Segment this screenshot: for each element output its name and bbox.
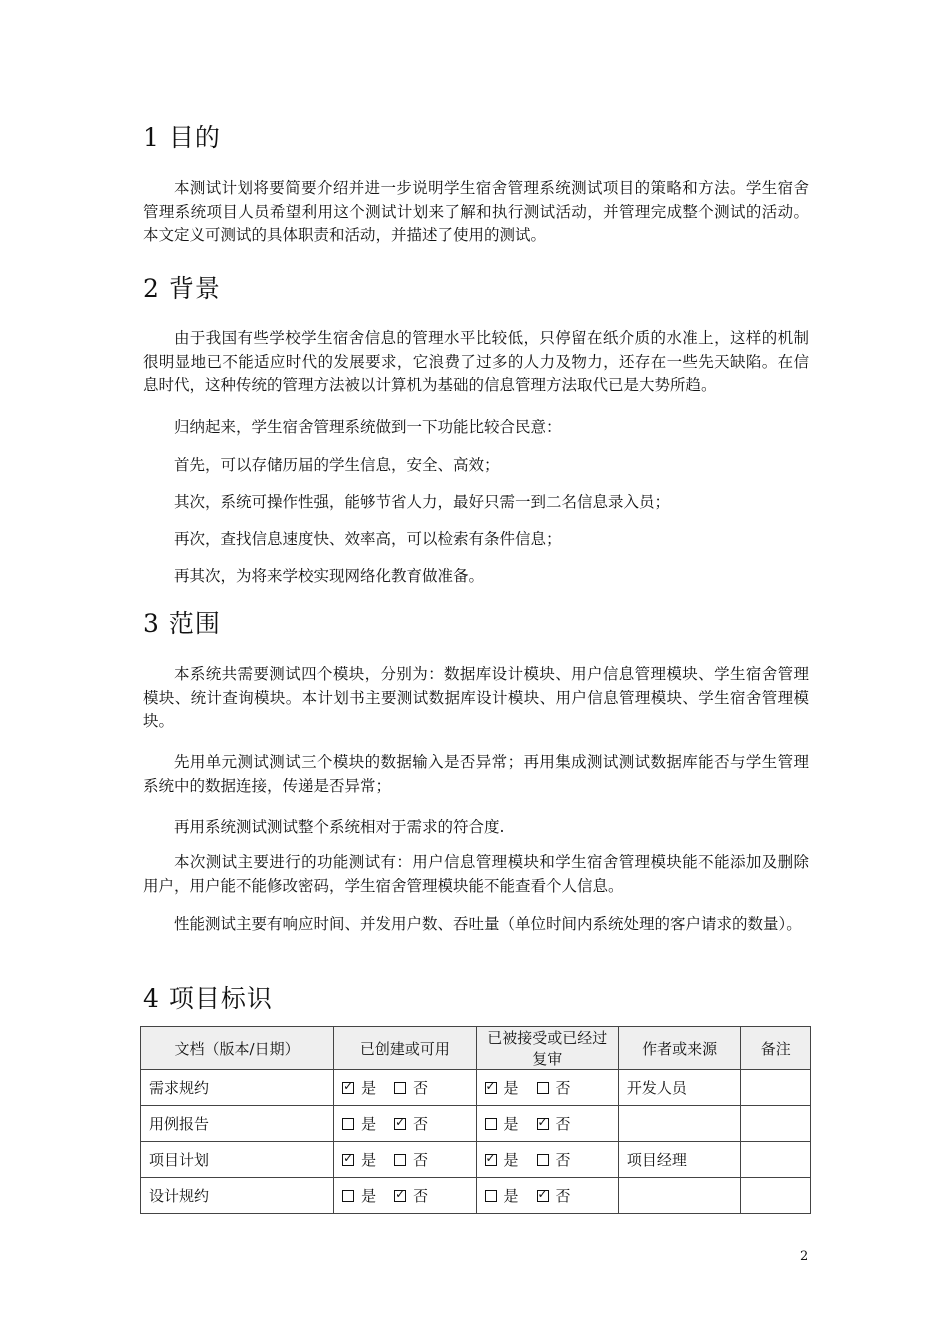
- document-name-cell: 设计规约: [141, 1178, 334, 1214]
- checkbox-icon[interactable]: [537, 1154, 549, 1166]
- page-number: 2: [800, 1249, 809, 1264]
- checkbox-icon[interactable]: [342, 1190, 354, 1202]
- option-label: 是: [361, 1151, 377, 1169]
- created-yes-option[interactable]: [342, 1113, 376, 1134]
- table-row: [141, 1142, 811, 1178]
- option-label: 否: [413, 1079, 429, 1097]
- option-label: 是: [503, 1079, 519, 1097]
- document-name-cell: 项目计划: [141, 1142, 334, 1178]
- option-label: 否: [413, 1151, 429, 1169]
- created-no-option[interactable]: [394, 1185, 428, 1206]
- header-accepted: 已被接受或已经过复审: [476, 1027, 618, 1070]
- background-paragraph-3: 首先，可以存储历届的学生信息，安全、高效；: [174, 456, 500, 474]
- checked-checkbox-icon[interactable]: [342, 1082, 354, 1094]
- accepted-cell: [476, 1070, 618, 1106]
- checked-checkbox-icon[interactable]: [342, 1154, 354, 1166]
- document-status-table: [140, 1026, 811, 1214]
- background-paragraph-1: 由于我国有些学校学生宿舍信息的管理水平比较低，只停留在纸介质的水准上，这样的机制很明显地已不能适应时代的发展要求，它浪费了过多的人力及物力，还存在一些先天缺陷。在信息时代，这种传统的管理方法被以计算机为基础的信息管理方法取代已是大势所趋。: [143, 329, 809, 394]
- created-cell: [334, 1178, 476, 1214]
- header-author: 作者或来源: [618, 1027, 741, 1070]
- background-paragraph-4: 其次，系统可操作性强，能够节省人力，最好只需一到二名信息录入员；: [174, 493, 671, 511]
- author-cell: [618, 1178, 741, 1214]
- created-no-option[interactable]: [394, 1113, 428, 1134]
- table-row: [141, 1070, 811, 1106]
- accepted-no-option[interactable]: [537, 1113, 571, 1134]
- scope-paragraph-3: 再用系统测试测试整个系统相对于需求的符合度.: [174, 818, 505, 836]
- accepted-cell: [476, 1106, 618, 1142]
- scope-paragraph-1: 本系统共需要测试四个模块，分别为：数据库设计模块、用户信息管理模块、学生宿舍管理模块、统计查询模块。本计划书主要测试数据库设计模块、用户信息管理模块、学生宿舍管理模块。: [143, 665, 809, 730]
- accepted-yes-option[interactable]: [485, 1185, 519, 1206]
- created-yes-option[interactable]: [342, 1077, 376, 1098]
- checked-checkbox-icon[interactable]: [537, 1118, 549, 1130]
- checked-checkbox-icon[interactable]: [394, 1118, 406, 1130]
- option-label: 是: [503, 1115, 519, 1133]
- checked-checkbox-icon[interactable]: [537, 1190, 549, 1202]
- table-row: [141, 1106, 811, 1142]
- scope-paragraph-5: 性能测试主要有响应时间、并发用户数、吞吐量（单位时间内系统处理的客户请求的数量）。: [174, 915, 802, 933]
- header-created: 已创建或可用: [334, 1027, 476, 1070]
- option-label: 否: [413, 1115, 429, 1133]
- option-label: 否: [555, 1187, 571, 1205]
- note-cell: [741, 1178, 811, 1214]
- created-cell: [334, 1106, 476, 1142]
- checkbox-icon[interactable]: [342, 1118, 354, 1130]
- note-cell: [741, 1142, 811, 1178]
- created-no-option[interactable]: [394, 1077, 428, 1098]
- header-note: 备注: [741, 1027, 811, 1070]
- table-body: [141, 1070, 811, 1214]
- option-label: 是: [361, 1187, 377, 1205]
- table-row: [141, 1178, 811, 1214]
- accepted-cell: [476, 1178, 618, 1214]
- section-heading-project-identification: 4 项目标识: [143, 984, 273, 1013]
- option-label: 是: [361, 1079, 377, 1097]
- accepted-yes-option[interactable]: [485, 1113, 519, 1134]
- author-cell: 开发人员: [618, 1070, 741, 1106]
- background-paragraph-5: 再次，查找信息速度快、效率高，可以检索有条件信息；: [174, 530, 562, 548]
- purpose-paragraph: 本测试计划将要简要介绍并进一步说明学生宿舍管理系统测试项目的策略和方法。学生宿舍管理系统项目人员希望利用这个测试计划来了解和执行测试活动，并管理完成整个测试的活动。本文定义可测试的具体职责和活动，并描述了使用的测试。: [143, 179, 809, 244]
- option-label: 是: [361, 1115, 377, 1133]
- created-yes-option[interactable]: [342, 1185, 376, 1206]
- section-heading-purpose: 1 目的: [143, 123, 221, 152]
- created-cell: [334, 1142, 476, 1178]
- author-cell: [618, 1106, 741, 1142]
- option-label: 否: [413, 1187, 429, 1205]
- background-paragraph-2: 归纳起来，学生宿舍管理系统做到一下功能比较合民意：: [174, 418, 562, 436]
- table-header-row: [141, 1027, 811, 1070]
- checked-checkbox-icon[interactable]: [485, 1154, 497, 1166]
- background-paragraph-6: 再其次，为将来学校实现网络化教育做准备。: [174, 567, 485, 585]
- option-label: 否: [555, 1115, 571, 1133]
- note-cell: [741, 1106, 811, 1142]
- scope-paragraph-2: 先用单元测试测试三个模块的数据输入是否异常；再用集成测试测试数据库能否与学生管理系统中的数据连接，传递是否异常；: [143, 753, 809, 795]
- checkbox-icon[interactable]: [537, 1082, 549, 1094]
- checkbox-icon[interactable]: [394, 1154, 406, 1166]
- section-heading-scope: 3 范围: [143, 609, 221, 638]
- section-heading-background: 2 背景: [143, 274, 221, 303]
- checked-checkbox-icon[interactable]: [485, 1082, 497, 1094]
- accepted-no-option[interactable]: [537, 1149, 571, 1170]
- scope-paragraph-4: 本次测试主要进行的功能测试有：用户信息管理模块和学生宿舍管理模块能不能添加及删除用户，用户能不能修改密码，学生宿舍管理模块能不能查看个人信息。: [143, 853, 809, 895]
- author-cell: 项目经理: [618, 1142, 741, 1178]
- header-document: 文档（版本/日期）: [141, 1027, 334, 1070]
- checkbox-icon[interactable]: [485, 1190, 497, 1202]
- accepted-cell: [476, 1142, 618, 1178]
- created-cell: [334, 1070, 476, 1106]
- created-no-option[interactable]: [394, 1149, 428, 1170]
- created-yes-option[interactable]: [342, 1149, 376, 1170]
- document-name-cell: 用例报告: [141, 1106, 334, 1142]
- accepted-no-option[interactable]: [537, 1077, 571, 1098]
- checked-checkbox-icon[interactable]: [394, 1190, 406, 1202]
- option-label: 否: [555, 1079, 571, 1097]
- accepted-yes-option[interactable]: [485, 1077, 519, 1098]
- option-label: 是: [503, 1151, 519, 1169]
- option-label: 是: [503, 1187, 519, 1205]
- checkbox-icon[interactable]: [485, 1118, 497, 1130]
- option-label: 否: [555, 1151, 571, 1169]
- note-cell: [741, 1070, 811, 1106]
- document-name-cell: 需求规约: [141, 1070, 334, 1106]
- checkbox-icon[interactable]: [394, 1082, 406, 1094]
- accepted-no-option[interactable]: [537, 1185, 571, 1206]
- accepted-yes-option[interactable]: [485, 1149, 519, 1170]
